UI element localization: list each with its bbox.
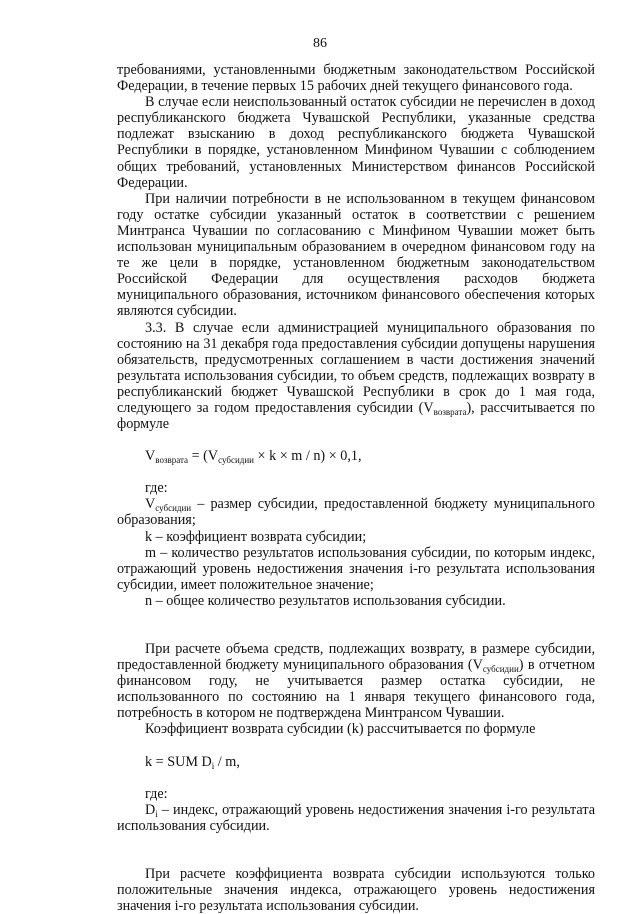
- formula-return-volume: [117, 448, 595, 464]
- definition-m: m – количество результатов использования субсидии, по которым индекс, отражающий уровень недостижения значения i-го результата использования субсидии, имеет положительное значение;: [117, 544, 595, 593]
- def-d-symbol: D: [145, 801, 156, 818]
- definition-k: k – коэффициент возврата субсидии;: [145, 528, 367, 545]
- formula-sub-subsidii: субсидии: [218, 455, 254, 466]
- definition-v-subsidii: [117, 496, 595, 528]
- def-d-text: – индекс, отражающий уровень недостижения значения i-го результата использования субсидии.: [117, 801, 595, 834]
- definition-d: [117, 802, 595, 834]
- formula-v: V: [145, 448, 156, 465]
- calc-note-tail: ) в отчетном финансовом году, не учитывается размер остатка субсидии, не использованного по состоянию на 1 января текущего финансового года, потребность в котором не подтверждена Минтрансом Чувашии.: [117, 657, 595, 722]
- paragraph-3-3: [117, 320, 595, 433]
- paragraph-continuation: требованиями, установленными бюджетным законодательством Российской Федерации, в течение первых 15 рабочих дней текущего финансового года.: [117, 62, 595, 95]
- page-number: 86: [313, 36, 327, 51]
- definition-n: n – общее количество результатов использования субсидии.: [145, 592, 506, 609]
- formula2-pre: k = SUM D: [145, 753, 212, 770]
- paragraph-calculation-note: [117, 641, 595, 721]
- paragraph-3-3-text: 3.3. В случае если администрацией муниципального образования по состоянию на 31 декабря года предоставления субсидии допущены нарушения обязательств, предусмотренных соглашением в части достижения значений результата использования субсидии, то объем средств, подлежащих возврату в республиканский бюджет Чувашской Республики в срок до 1 мая года, следующего за годом предоставления субсидии (V: [117, 319, 595, 416]
- formula2-post: / m,: [214, 753, 240, 770]
- where-label-2: где:: [145, 785, 168, 802]
- paragraph-unused-balance: В случае если неиспользованный остаток субсидии не перечислен в доход республиканского бюджета Чувашской Республики, указанные средства подлежат взысканию в доход республиканского бюджета Чувашской Республики в порядке, установленном Минфином Чувашии с соблюдением общих требований, установленных Министерством финансов Российской Федерации.: [117, 94, 595, 191]
- document-body: [117, 62, 595, 914]
- formula-sub-vozvrata: возврата: [155, 455, 189, 466]
- paragraph-positive-values: При расчете коэффициента возврата субсидии используются только положительные значения индекса, отражающего уровень недостижения значения i-го результата использования субсидии.: [117, 865, 595, 914]
- calc-note-text: При расчете объема средств, подлежащих возврату, в размере субсидии, предоставленной бюджету муниципального образования (V: [117, 641, 595, 674]
- def-v-sub: субсидии: [155, 503, 192, 514]
- paragraph-coefficient-intro: Коэффициент возврата субсидии (k) рассчитывается по формуле: [145, 721, 536, 738]
- formula-mid: = (V: [188, 448, 219, 465]
- subscript-vozvrata: возврата: [433, 406, 467, 417]
- def-d-sub: i: [155, 808, 158, 819]
- def-v-symbol: V: [145, 496, 156, 513]
- def-v-text: – размер субсидии, предоставленной бюджету муниципального образования;: [117, 496, 595, 529]
- formula2-sub: i: [211, 760, 215, 771]
- formula-coefficient: [117, 754, 595, 770]
- paragraph-3-3-tail: ), рассчитывается по формуле: [117, 399, 596, 433]
- formula-rest: × k × m / n) × 0,1,: [253, 448, 362, 465]
- where-label-1: где:: [145, 480, 168, 497]
- paragraph-balance-usage: При наличии потребности в не использованном в текущем финансовом году остатке субсидии указанный остаток в соответствии с решением Минтранса Чувашии по согласованию с Минфином Чувашии может быть использован муниципальным образованием в очередном финансовом году на те же цели в порядке, установленном бюджетным законодательством Российской Федерации для осуществления расходов бюджета муниципального образования, источником финансового обеспечения которых являются субсидии.: [117, 190, 595, 320]
- calc-note-sub: субсидии: [482, 664, 519, 675]
